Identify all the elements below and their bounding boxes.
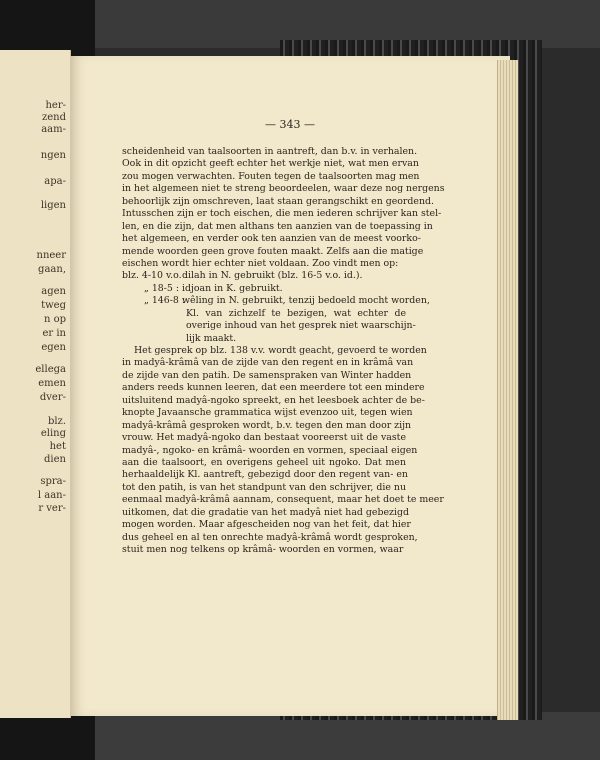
text-line: tot den patih, is van het standpunt van den schrijver, die nu	[122, 481, 406, 493]
text-line: eenmaal madyâ-krâmâ aannam, consequent, maar het doet te meer	[122, 494, 444, 506]
left-page-fragment: l aan-	[37, 490, 66, 501]
reference-continuation: lijk maakt.	[186, 332, 237, 344]
reference-text: dilah in N. gebruikt (blz. 16-5 v.o. id.).	[182, 270, 363, 282]
reference-item	[122, 283, 406, 295]
left-page-fragment: gaan,	[38, 264, 66, 275]
text-line: uitkomen, dat die gradatie van het madyâ niet had gebezigd	[122, 506, 409, 518]
text-line: scheidenheid van taalsoorten in aantreft, dan b.v. in verhalen.	[122, 146, 418, 157]
reference-label: „ 18-5 :	[144, 282, 180, 294]
left-page-fragment: ellega	[35, 364, 66, 375]
left-page-fragment: tweg	[41, 300, 66, 311]
left-page-fragment: spra-	[40, 476, 66, 487]
text-line: herhaaldelijk Kl. aantreft, gebezigd door den regent van- en	[122, 469, 408, 481]
reference-item	[122, 270, 406, 282]
reference-continuation: Kl. van zichzelf te bezigen, wat echter de	[186, 307, 406, 319]
left-page-fragment: er in	[42, 328, 66, 339]
paragraph-1	[122, 146, 445, 270]
text-block	[122, 146, 445, 556]
text-line: knopte Javaansche grammatica wijst evenzoo uit, tegen wien	[122, 407, 413, 419]
text-line: Intusschen zijn er toch eischen, die men iederen schrijver kan stel-	[122, 208, 442, 220]
reference-text: idjoan in K. gebruikt.	[182, 282, 283, 294]
paragraph-2	[122, 345, 444, 556]
left-page-fragment: apa-	[44, 176, 66, 187]
text-line: dus geheel en al ten onrechte madyâ-krâmâ wordt gesproken,	[122, 531, 418, 543]
text-line: aan die taalsoort, en overigens geheel uit ngoko. Dat men	[122, 456, 406, 468]
left-page-fragment: zend	[41, 112, 66, 123]
text-line: Ook in dit opzicht geeft echter het werkje niet, wat men ervan	[122, 158, 419, 170]
left-page-fragment: nneer	[36, 250, 66, 261]
text-line: vrouw. Het madyâ-ngoko dan bestaat vooreerst uit de vaste	[122, 432, 406, 444]
text-line: de zijde van den patih. De samenspraken van Winter hadden	[122, 369, 412, 381]
left-page-fragment: eling	[40, 428, 66, 439]
left-page-fragment: agen	[41, 286, 66, 297]
left-page	[0, 50, 71, 718]
reference-item	[122, 295, 430, 307]
text-line: Het gesprek op blz. 138 v.v. wordt geacht, gevoerd te worden	[134, 345, 427, 356]
page-number: — 343 —	[265, 118, 315, 131]
left-page-fragment: n op	[43, 314, 66, 325]
text-line: zou mogen verwachten. Fouten tegen de taalsoorten mag men	[122, 170, 420, 182]
text-line: len, en die zijn, dat men althans ten aanzien van de toepassing in	[122, 220, 433, 232]
text-line: stuit men nog telkens op krâmâ- woorden en vormen, waar	[122, 544, 404, 555]
text-line: in het algemeen niet te streng beoordeelen, waar deze nog nergens	[122, 183, 445, 195]
left-page-fragment: r ver-	[38, 503, 66, 514]
text-line: eischen wordt hier echter niet voldaan. Zoo vindt men op:	[122, 257, 399, 269]
left-page-fragment: emen	[38, 378, 66, 389]
left-page-fragment: aam-	[41, 124, 66, 135]
left-page-fragment: ngen	[40, 150, 66, 161]
left-page-fragment: dien	[44, 454, 66, 465]
text-line: mende woorden geen grove fouten maakt. Zelfs aan die matige	[122, 245, 424, 257]
reference-continuation: overige inhoud van het gesprek niet waarschijn-	[186, 320, 416, 332]
reference-list	[122, 270, 430, 345]
left-page-fragment: het	[49, 441, 66, 452]
text-line: anders reeds kunnen leeren, dat een meerdere tot een mindere	[122, 382, 425, 394]
left-page-fragment: egen	[41, 342, 66, 353]
text-line: madyâ-, ngoko- en krâmâ- woorden en vormen, speciaal eigen	[122, 444, 418, 456]
left-page-fragment: ligen	[40, 200, 66, 211]
text-line: mogen worden. Maar afgescheiden nog van het feit, dat hier	[122, 519, 411, 531]
page-edges	[497, 60, 518, 720]
reference-label: blz. 4-10 v.o. :	[122, 270, 188, 282]
reference-label: „ 146-8 :	[144, 295, 186, 307]
text-line: madyâ-krâmâ gesproken wordt, b.v. tegen den man door zijn	[122, 419, 412, 431]
text-line: in madyâ-krâmâ van de zijde van den regent en in krâmâ van	[122, 357, 414, 369]
text-line: het algemeen, en verder ook ten aanzien van de meest voorko-	[122, 233, 421, 245]
left-page-fragment: her-	[45, 100, 66, 111]
reference-text: wêling in N. gebruikt, tenzij bedoeld mocht worden,	[182, 295, 430, 307]
left-page-fragment: blz.	[47, 416, 66, 427]
left-page-fragment: dver-	[39, 392, 66, 403]
text-line: uitsluitend madyâ-ngoko spreekt, en het leesboek achter de be-	[122, 394, 425, 406]
text-line: behoorlijk zijn omschreven, laat staan gerangschikt en geordend.	[122, 195, 434, 207]
